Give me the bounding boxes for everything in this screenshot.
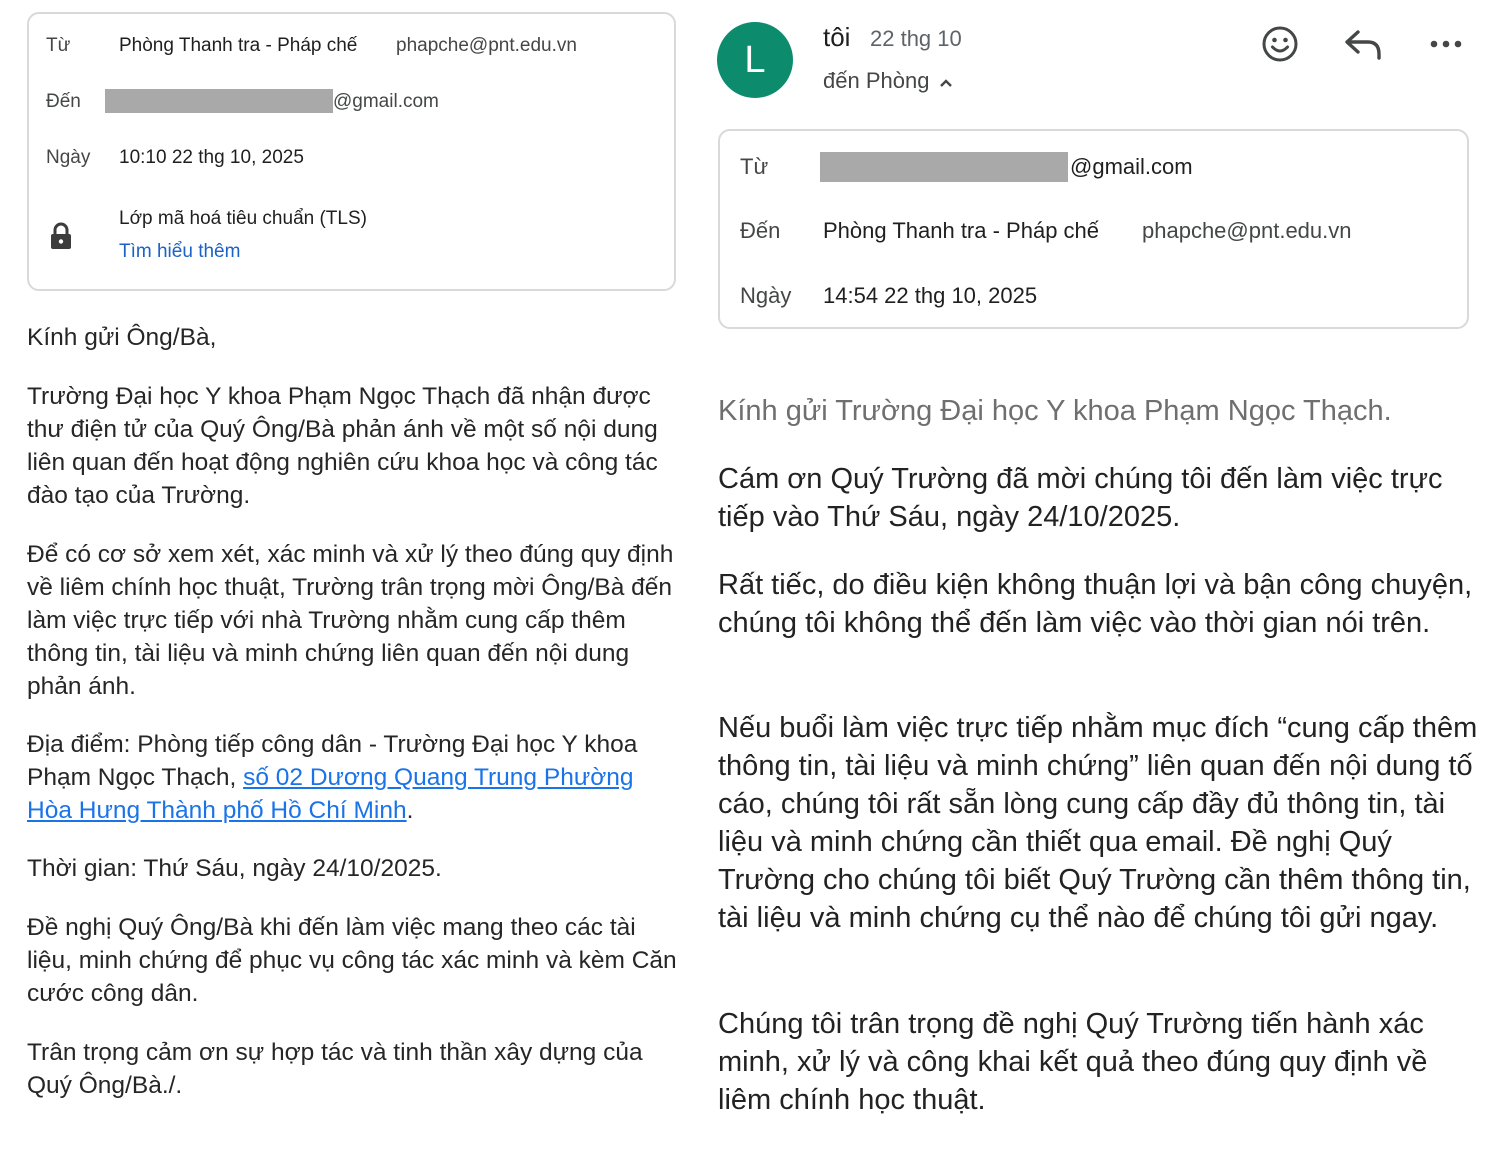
- date-value: 14:54 22 thg 10, 2025: [823, 283, 1038, 308]
- location-text: Địa điểm: Phòng tiếp công dân - Trường Đại học Y khoa Phạm Ngọc Thạch,: [27, 731, 638, 791]
- left-email-documents: Đề nghị Quý Ông/Bà khi đến làm việc mang theo các tài liệu, minh chứng để phục vụ công tác xác minh và kèm Căn cước công dân.: [27, 914, 677, 1007]
- to-email: phapche@pnt.edu.vn: [1142, 218, 1352, 243]
- sender-name: tôi: [823, 22, 851, 52]
- encryption-text: Lớp mã hoá tiêu chuẩn (TLS): [119, 208, 367, 229]
- right-email-paragraph-2: Rất tiếc, do điều kiện không thuận lợi và bận công chuyện, chúng tôi không thể đến làm việc vào thời gian nói trên.: [718, 569, 1473, 639]
- left-email-details-card: [27, 12, 676, 291]
- redacted-recipient: [105, 89, 333, 113]
- from-email: phapche@pnt.edu.vn: [396, 35, 577, 56]
- left-email-closing: Trân trọng cảm ơn sự hợp tác và tinh thần xây dựng của Quý Ông/Bà./.: [27, 1039, 643, 1099]
- left-email-location: [27, 728, 682, 827]
- left-email-paragraph-2: Để có cơ sở xem xét, xác minh và xử lý theo đúng quy định về liêm chính học thuật, Trường trân trọng mời Ông/Bà đến làm việc trực tiếp với nhà Trường nhằm cung cấp thêm thông tin, tài liệu và minh chứng liên quan đến nội dung phản ánh.: [27, 541, 674, 700]
- message-date: 22 thg 10: [870, 26, 962, 51]
- left-email-paragraph-1: Trường Đại học Y khoa Phạm Ngọc Thạch đã nhận được thư điện tử của Quý Ông/Bà phản ánh về một số nội dung liên quan đến hoạt động nghiên cứu khoa học và công tác đào tạo của Trường.: [27, 383, 658, 509]
- lock-icon: [49, 222, 73, 255]
- to-label: Đến: [740, 218, 781, 243]
- right-email-greeting: Kính gửi Trường Đại học Y khoa Phạm Ngọc Thạch.: [718, 395, 1392, 427]
- location-address-link[interactable]: số 02 Dương Quang Trung Phường Hòa Hưng Thành phố Hồ Chí Minh: [27, 764, 634, 824]
- to-label: Đến: [46, 91, 81, 112]
- avatar[interactable]: L: [717, 22, 793, 98]
- chevron-up-icon: [939, 68, 953, 94]
- date-label: Ngày: [46, 147, 91, 168]
- location-suffix: .: [406, 797, 414, 824]
- date-label: Ngày: [740, 283, 792, 308]
- reply-icon[interactable]: [1340, 21, 1386, 67]
- left-email-greeting: Kính gửi Ông/Bà,: [27, 324, 217, 351]
- right-email-details-card: [718, 129, 1469, 329]
- learn-more-link[interactable]: Tìm hiểu thêm: [119, 241, 241, 262]
- left-email-time: Thời gian: Thứ Sáu, ngày 24/10/2025.: [27, 855, 442, 882]
- date-value: 10:10 22 thg 10, 2025: [119, 147, 304, 168]
- right-email-paragraph-1: Cám ơn Quý Trường đã mời chúng tôi đến làm việc trực tiếp vào Thứ Sáu, ngày 24/10/2025.: [718, 463, 1443, 533]
- right-email-paragraph-4: Chúng tôi trân trọng đề nghị Quý Trường tiến hành xác minh, xử lý và công khai kết quả theo đúng quy định về liêm chính học thuật.: [718, 1008, 1428, 1116]
- more-options-icon[interactable]: [1423, 21, 1469, 67]
- emoji-reaction-icon[interactable]: [1257, 21, 1303, 67]
- to-email-suffix: @gmail.com: [333, 91, 439, 112]
- from-label: Từ: [46, 35, 71, 56]
- redacted-sender: [820, 152, 1068, 182]
- recipient-toggle[interactable]: [823, 68, 953, 94]
- right-email-paragraph-3: Nếu buổi làm việc trực tiếp nhằm mục đích “cung cấp thêm thông tin, tài liệu và minh chứng” liên quan đến nội dung tố cáo, chúng tôi rất sẵn lòng cung cấp đầy đủ thông tin, tài liệu và minh chứng cần thiết qua email. Đề nghị Quý Trường cho chúng tôi biết Quý Trường cần thêm thông tin, tài liệu và minh chứng cụ thể nào để chúng tôi gửi ngay.: [718, 712, 1478, 934]
- from-email-suffix: @gmail.com: [1070, 154, 1193, 179]
- from-name: Phòng Thanh tra - Pháp chế: [119, 35, 358, 56]
- from-label: Từ: [740, 154, 769, 179]
- to-name: Phòng Thanh tra - Pháp chế: [823, 218, 1100, 243]
- recipient-summary: đến Phòng: [823, 68, 930, 93]
